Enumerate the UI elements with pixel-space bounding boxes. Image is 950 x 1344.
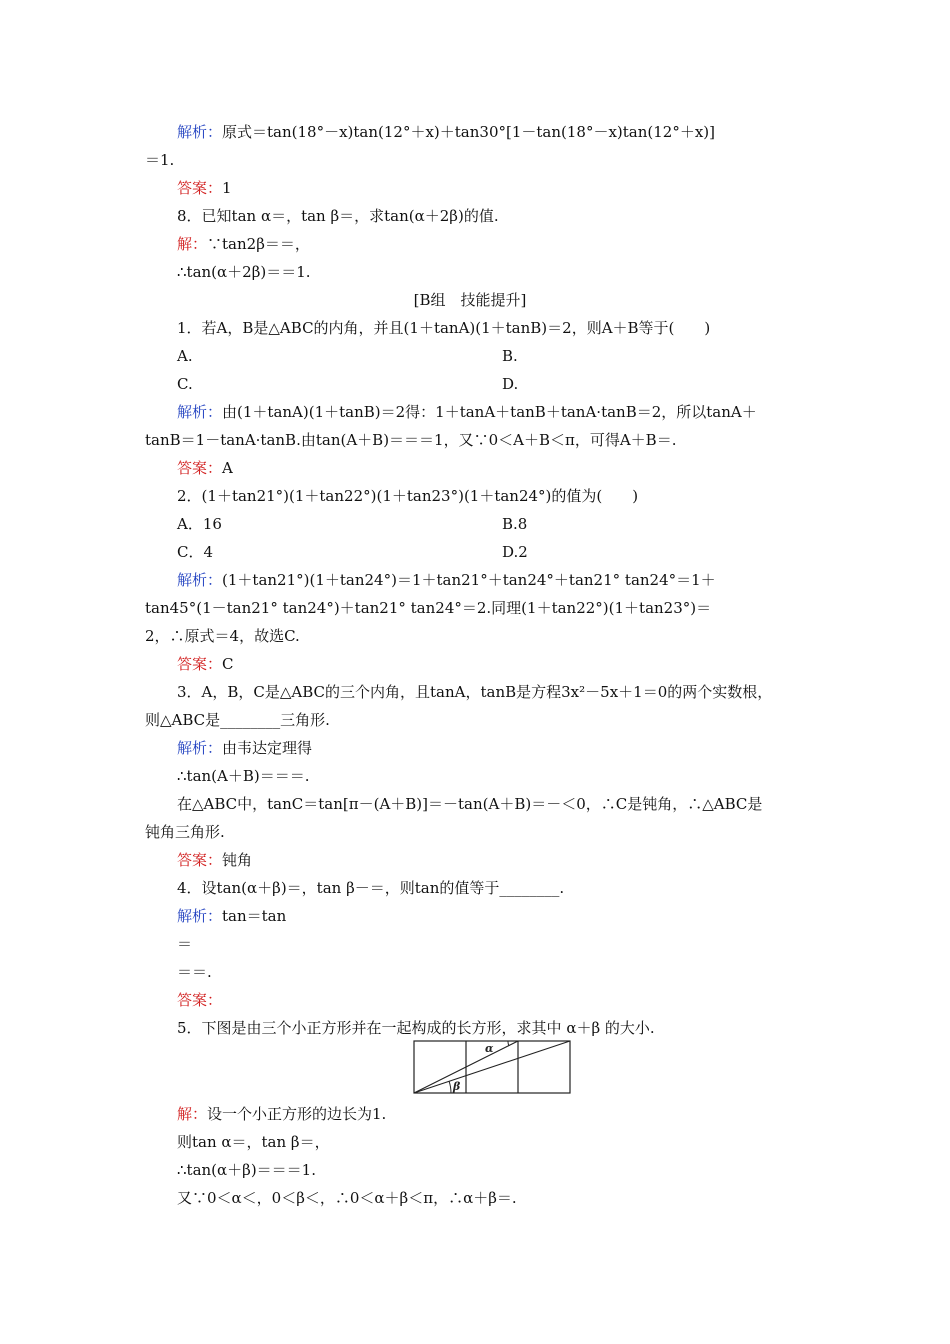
- solution-line: ＝＝.: [177, 963, 212, 981]
- answer-label: 答案：: [177, 655, 223, 673]
- question-5: 5．下图是由三个小正方形并在一起构成的长方形，求其中 α＋β 的大小.: [177, 1019, 655, 1037]
- solution-line: [177, 234, 310, 254]
- answer-line: [177, 654, 234, 674]
- question-1: 1．若A，B是△ABC的内角，并且(1＋tanA)(1＋tanB)＝2，则A＋B等于( ): [177, 319, 711, 337]
- answer-label: 答案：: [177, 851, 223, 869]
- question-8: 8．已知tan α＝，tan β＝，求tan(α＋2β)的值.: [177, 207, 499, 225]
- solution-line: 则tan α＝，tan β＝，: [177, 1133, 330, 1151]
- solution-line: tanB＝1－tanA·tanB.由tan(A＋B)＝＝＝1，又∵0＜A＋B＜π，可得A＋B＝.: [145, 431, 677, 449]
- solution-label: 解：: [177, 1105, 208, 1123]
- section-heading: [B组 技能提升]: [413, 291, 527, 309]
- option-a: A．16: [177, 515, 222, 533]
- solution-text: ∵tan2β＝＝，: [207, 235, 310, 253]
- angle-arc-alpha: [508, 1041, 509, 1046]
- option-d: D.2: [502, 543, 528, 561]
- solution-label: 解析：: [177, 739, 223, 757]
- answer-label: 答案：: [177, 991, 223, 1009]
- answer-line: [177, 178, 232, 198]
- answer-label: 答案：: [177, 179, 223, 197]
- question-4: 4．设tan(α＋β)＝，tan β－＝，则tan的值等于________.: [177, 879, 565, 897]
- solution-label: 解：: [177, 235, 208, 253]
- solution-text: 由韦达定理得: [222, 739, 313, 757]
- option-c: C.: [177, 375, 193, 393]
- answer-text: C: [222, 655, 234, 673]
- answer-text: 1: [222, 179, 232, 197]
- question-2: 2．(1＋tan21°)(1＋tan22°)(1＋tan23°)(1＋tan24°)的值为( ): [177, 487, 639, 505]
- solution-line: [177, 570, 716, 590]
- solution-line: 在△ABC中，tanC＝tan[π－(A＋B)]＝－tan(A＋B)＝－＜0，∴C是钝角，∴△ABC是: [177, 795, 763, 813]
- solution-line: [177, 1104, 386, 1124]
- solution-line: [177, 738, 312, 758]
- solution-line: ∴tan(α＋β)＝＝＝1.: [177, 1161, 316, 1179]
- solution-text: 由(1＋tanA)(1＋tanB)＝2得：1＋tanA＋tanB＋tanA·tanB＝2，所以tanA＋: [222, 403, 757, 421]
- answer-line: [177, 458, 233, 478]
- option-c: C．4: [177, 543, 214, 561]
- solution-line: 钝角三角形.: [145, 823, 225, 841]
- solution-line: ∴tan(α＋2β)＝＝1.: [177, 263, 311, 281]
- solution-text: 原式＝tan(18°－x)tan(12°＋x)＋tan30°[1－tan(18°－x)tan(12°＋x)]: [222, 123, 716, 141]
- solution-line: [177, 122, 715, 142]
- solution-text: tan＝tan: [222, 907, 287, 925]
- angle-arc-beta: [449, 1081, 451, 1093]
- option-b: B.8: [502, 515, 528, 533]
- answer-line: [177, 850, 252, 870]
- squares-figure: [413, 1040, 573, 1096]
- solution-line: ＝: [177, 935, 193, 953]
- solution-text: 设一个小正方形的边长为1.: [207, 1105, 387, 1123]
- alpha-label: α: [485, 1042, 494, 1055]
- answer-label: 答案：: [177, 459, 223, 477]
- answer-text: A: [222, 459, 233, 477]
- solution-line: 2，∴原式＝4，故选C.: [145, 627, 300, 645]
- solution-label: 解析：: [177, 123, 223, 141]
- solution-line: ＝1.: [145, 151, 175, 169]
- solution-line: tan45°(1－tan21° tan24°)＋tan21° tan24°＝2.同理(1＋tan22°)(1＋tan23°)＝: [145, 599, 712, 617]
- solution-label: 解析：: [177, 571, 223, 589]
- question-3: 3．A，B，C是△ABC的三个内角，且tanA，tanB是方程3x²－5x＋1＝0的两个实数根，: [177, 683, 773, 701]
- question-3-cont: 则△ABC是________三角形.: [145, 711, 330, 729]
- option-d: D.: [502, 375, 519, 393]
- beta-label: β: [453, 1080, 461, 1093]
- option-a: A.: [177, 347, 193, 365]
- solution-line: [177, 906, 286, 926]
- answer-text: 钝角: [222, 851, 253, 869]
- solution-line: ∴tan(A＋B)＝＝＝.: [177, 767, 310, 785]
- solution-label: 解析：: [177, 403, 223, 421]
- solution-line: 又∵0＜α＜，0＜β＜，∴0＜α＋β＜π，∴α＋β＝.: [177, 1189, 517, 1207]
- option-b: B.: [502, 347, 518, 365]
- solution-line: [177, 402, 757, 422]
- solution-label: 解析：: [177, 907, 223, 925]
- solution-text: (1＋tan21°)(1＋tan24°)＝1＋tan21°＋tan24°＋tan21° tan24°＝1＋: [222, 571, 716, 589]
